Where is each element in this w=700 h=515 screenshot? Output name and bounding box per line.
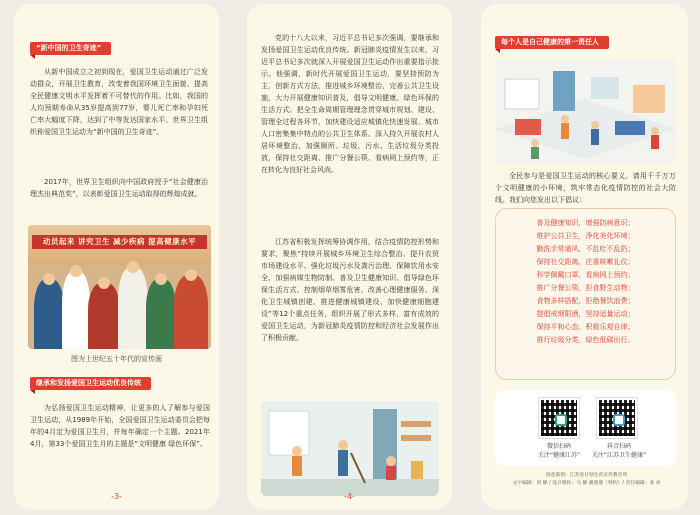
page-3-panel: [14, 4, 219, 509]
heading-tradition: 继承和发扬爱国卫生运动优良传统: [30, 377, 151, 390]
initiative-tips-box: [495, 208, 676, 380]
wechat-qr-code[interactable]: [539, 398, 579, 438]
tip-item: 保持社交距离，注重咳嗽礼仪；: [536, 258, 635, 266]
douyin-qr-code[interactable]: [597, 398, 637, 438]
wechat-qr-label: 微信扫码 关注“健康江苏”: [537, 443, 581, 459]
tip-item: 推行垃圾分类，绿色低碳出行。: [536, 336, 635, 344]
tip-item: 食物多样搭配，拒绝餐饮浪费；: [536, 297, 635, 305]
tip-item: 保持平和心态，积极乐观自律；: [536, 323, 635, 331]
cleaning-illustration: [261, 401, 439, 496]
credits: 创意策划：江苏省计划生育宣传教育所 文字编辑：周 静 / 设计制作：马 静 潘建康（特约）/ 责任编辑：张 亮: [512, 473, 661, 486]
tip-item: 提倡戒烟限酒，坚持适量运动；: [536, 310, 635, 318]
paragraph-history: 从新中国成立之初到现在，爱国卫生运动通过广泛发动群众，开展卫生教育，改变着我国环境卫生面貌、提高全民健康文明水平发挥着不可替代的作用。比如，我国的人均预期寿命从35岁提高到77岁，婴儿死亡率和孕妇死亡率大幅度下降，达到了中等发达国家水平。世界卫生组织称爱国卫生运动为“新中国的卫生奇迹”。: [30, 68, 208, 136]
tip-item: 科学佩戴口罩，看病网上预约；: [536, 271, 635, 279]
paragraph-participation: 全民参与是爱国卫生运动的核心要义。请用千千万万个文明健康的小环境，筑牢常态化疫情防控的社会大防线。我们向您发出以下倡议：: [495, 172, 676, 204]
paragraph-award: 2017年，世界卫生组织向中国政府授予“社会健康治理杰出典范奖”，以表彰爱国卫生运动取得的辉煌成就。: [30, 178, 208, 198]
paragraph-jiangsu: 江苏省积极发挥统筹协调作用，结合疫情防控形势和要求，聚焦“持续开展城乡环境卫生综合整治、提升农贸市场建设水平、强化垃圾污水及粪污治理、保障饮用水安全、加强病媒生物防制、普及卫生健康知识、倡导绿色环保生活方式、控制烟草烟雾危害、改善心理健康服务、深化卫生城镇创建、推进健康城镇建设、加快健康细胞建设”等12个重点任务，组织开展了形式多样、富有成效的爱国卫生运动，为新冠肺炎疫情防控和经济社会发展作出了积极贡献。: [261, 238, 439, 342]
page-number: -4-: [344, 492, 355, 501]
page-5-panel: [481, 4, 688, 509]
household-illustration: [495, 59, 676, 163]
tip-item: 勤洗手常通风，不乱吐不乱扔；: [536, 245, 635, 253]
qr-code-box: [495, 390, 676, 466]
tip-item: 推广分餐公筷，拒食野生动物；: [536, 284, 635, 292]
paragraph-policy: 党的十八大以来，习近平总书记多次强调，要继承和发扬爱国卫生运动优良传统。新冠肺炎疫情发生以来，习近平总书记多次就深入开展爱国卫生运动作出重要指示批示。他强调，新时代开展爱国卫生运动，要坚持预防为主，创新方式方法，推进城乡环境整治，完善公共卫生设施，大力开展健康知识普及，倡导文明健康、绿色环保的生活方式。把全生命周期管理理念贯穿城市规划、建设、管理全过程各环节，加快建设适应城镇化快速发展、城市人口密集集中特点的公共卫生体系。深入持久开展农村人居环境整治，加强厕所、垃圾、污水、生活垃圾分类投放，保持社交距离、推广分餐公筷、看病网上预约等，正在转化为良好社会风尚。: [261, 34, 439, 174]
heading-health-miracle: “新中国的卫生奇迹”: [30, 42, 111, 55]
page-4-panel: [247, 4, 452, 509]
page-number: -3-: [111, 492, 122, 501]
tip-item: 普及健康知识，增强防病意识；: [536, 219, 635, 227]
paragraph-health-month: 为弘扬爱国卫生运动精神，让更多的人了解参与爱国卫生运动，从1989年开始，全国爱国卫生运动委员会把每年的4月定为爱国卫生月，并每年确定一个主题。2021年4月，第33个爱国卫生月的主题是“文明健康 绿色环保”。: [30, 404, 210, 448]
douyin-qr-label: 抖音扫码 关注“江苏卫生健康”: [591, 443, 647, 459]
poster-slogan: 动员起来 讲究卫生 减少疾病 提高健康水平: [32, 235, 207, 249]
poster-caption: 图为上世纪五十年代的宣传画: [71, 355, 162, 363]
tip-item: 维护公共卫生，净化美化环境；: [536, 232, 635, 240]
heading-responsibility: 每个人是自己健康的第一责任人: [495, 36, 609, 49]
propaganda-poster-image: [28, 225, 211, 349]
